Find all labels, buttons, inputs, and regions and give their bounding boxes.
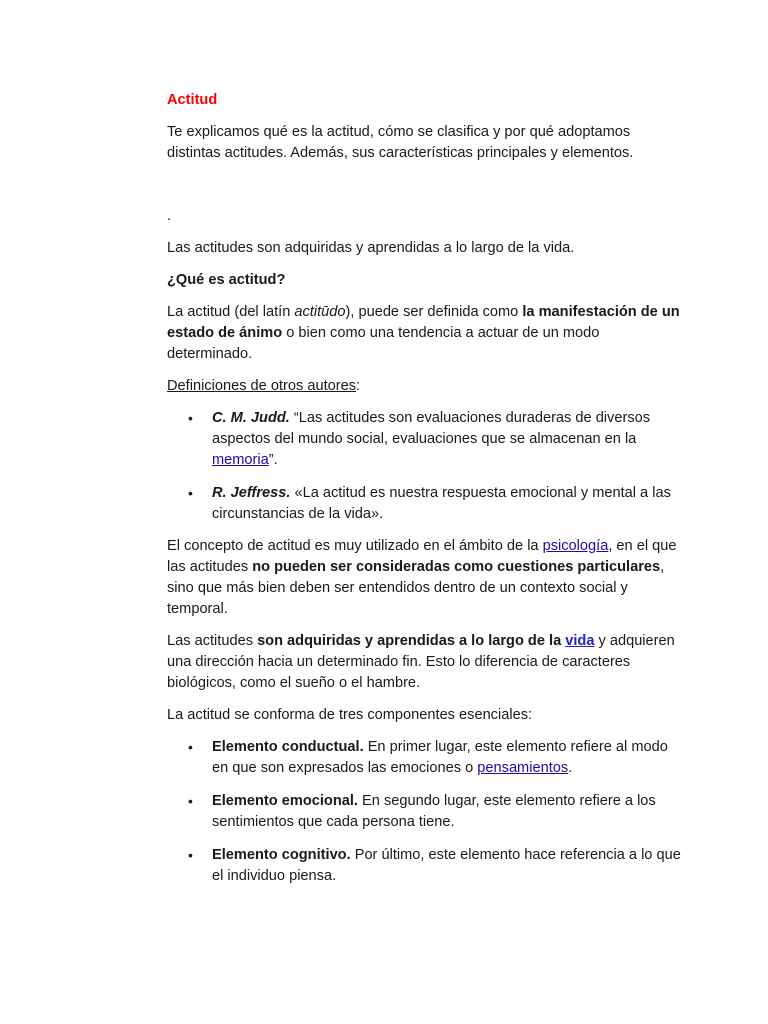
text-run: o bien como una tendencia a actuar de un modo determinado. [167, 325, 600, 362]
bold-phrase: no pueden ser consideradas como cuestiones particulares [252, 559, 661, 575]
image-placeholder-dot: . [167, 208, 172, 224]
bullet-icon: • [188, 793, 193, 809]
list-item [167, 737, 682, 779]
text-run: , en el que las actitudes [167, 538, 677, 575]
components-list [167, 737, 682, 887]
definitions-colon: : [356, 378, 361, 394]
component-name: Elemento conductual. [212, 739, 364, 755]
authors-list [167, 408, 682, 525]
memoria-link[interactable]: memoria [212, 452, 269, 468]
vida-link[interactable]: vida [565, 633, 595, 649]
text-run: El concepto de actitud es muy utilizado en el ámbito de la [167, 538, 543, 554]
author-name: R. Jeffress. [212, 485, 291, 501]
text-run: . [568, 760, 573, 776]
document-content [167, 90, 682, 898]
list-item [167, 791, 682, 833]
bullet-icon: • [188, 410, 193, 426]
bold-phrase: la manifestación de un estado de ánimo [167, 304, 680, 341]
component-name: Elemento cognitivo. [212, 847, 351, 863]
acquired-paragraph [167, 631, 682, 694]
bullet-icon: • [188, 847, 193, 863]
component-text: En primer lugar, este elemento refiere al modo en que son expresados las emociones o [212, 739, 668, 776]
bold-phrase: son adquiridas y aprendidas a lo largo de la [257, 633, 566, 649]
pensamientos-link[interactable]: pensamientos [477, 760, 569, 776]
components-intro: La actitud se conforma de tres componentes esenciales: [167, 707, 533, 723]
component-text: Por último, este elemento hace referencia a lo que el individuo piensa. [212, 847, 681, 884]
psicologia-link[interactable]: psicología [542, 538, 609, 554]
author-quote: “Las actitudes son evaluaciones duraderas de diversos aspectos del mundo social, evaluaciones que se almacenan en la [212, 410, 651, 447]
intro-paragraph: Te explicamos qué es la actitud, cómo se clasifica y por qué adoptamos distintas actitudes. Además, sus características principales y elementos. [167, 124, 634, 161]
text-run: La actitud (del latín [167, 304, 295, 320]
document-title: Actitud [167, 92, 218, 108]
text-run: Las actitudes [167, 633, 258, 649]
section-heading: ¿Qué es actitud? [167, 272, 286, 288]
definitions-label [167, 376, 682, 397]
definition-paragraph [167, 302, 682, 365]
text-run: y adquieren una dirección hacia un determinado fin. Esto lo diferencia de caracteres biológicos, como el sueño o el hambre. [167, 633, 675, 691]
author-quote: «La actitud es nuestra respuesta emocional y mental a las circunstancias de la vida». [212, 485, 671, 522]
latin-term: actitūdo [294, 304, 346, 320]
bullet-icon: • [188, 485, 193, 501]
text-run: , sino que más bien deben ser entendidos dentro de un contexto social y temporal. [167, 559, 665, 617]
text-run: ), puede ser definida como [345, 304, 523, 320]
list-item [167, 483, 682, 525]
psychology-paragraph [167, 536, 682, 620]
author-name: C. M. Judd. [212, 410, 290, 426]
text-run: ”. [268, 452, 278, 468]
component-name: Elemento emocional. [212, 793, 358, 809]
list-item [167, 845, 682, 887]
definitions-label-text: Definiciones de otros autores [167, 378, 357, 394]
image-caption: Las actitudes son adquiridas y aprendidas a lo largo de la vida. [167, 240, 575, 256]
list-item [167, 408, 682, 471]
component-text: En segundo lugar, este elemento refiere a los sentimientos que cada persona tiene. [212, 793, 656, 830]
bullet-icon: • [188, 739, 193, 755]
